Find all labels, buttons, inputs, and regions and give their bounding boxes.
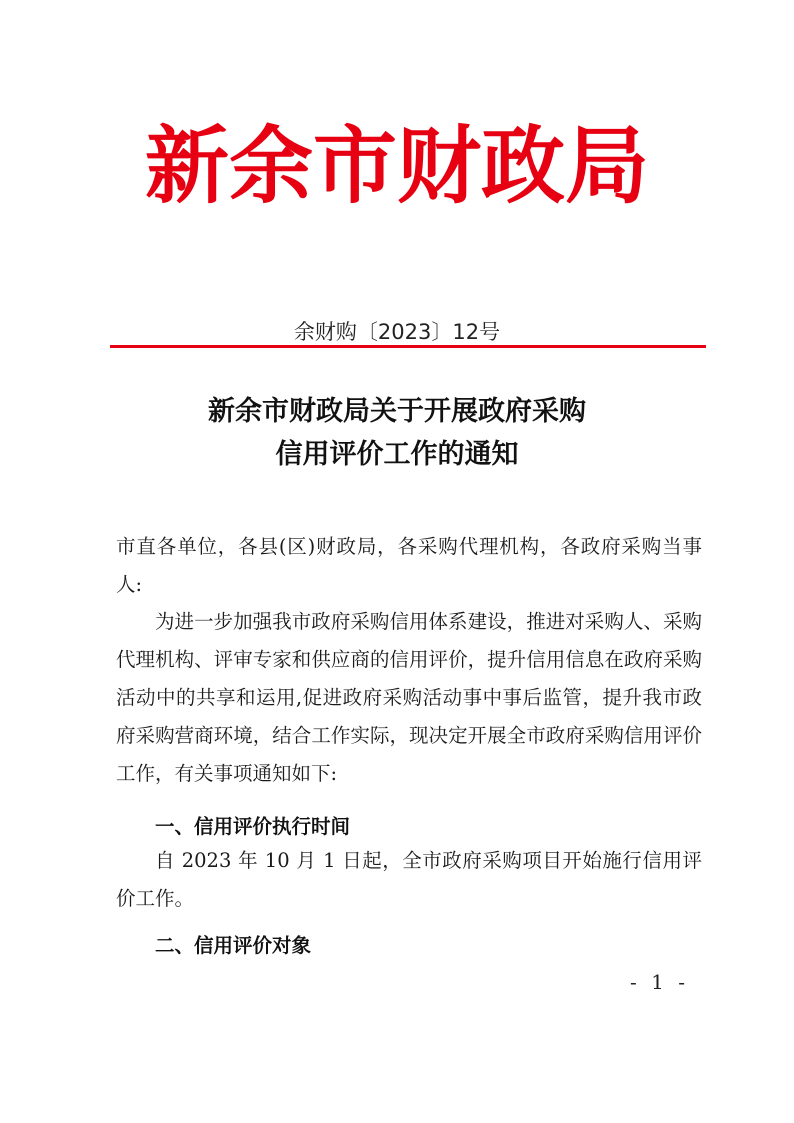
salutation: 市直各单位，各县(区)财政局，各采购代理机构，各政府采购当事人: [116, 535, 702, 596]
letterhead-divider [110, 345, 706, 348]
agency-letterhead: 新余市财政局 [144, 117, 649, 215]
document-title [0, 390, 794, 476]
body-paragraph-1: 为进一步加强我市政府采购信用体系建设，推进对采购人、采购代理机构、评审专家和供应商的信用评价，提升信用信息在政府采购活动中的共享和运用,促进政府采购活动事中事后监管，提升我市政府采购营商环境，结合工作实际，现决定开展全市政府采购信用评价工作，有关事项通知如下: [116, 610, 702, 785]
document-title-line-2: 信用评价工作的通知 [275, 439, 519, 470]
document-number: 余财购〔2023〕12号 [293, 320, 501, 344]
section-heading-2: 二、信用评价对象 [155, 934, 312, 957]
page-number: - 1 - [630, 970, 689, 994]
section-heading-1: 一、信用评价执行时间 [155, 815, 351, 838]
document-title-line-1: 新余市财政局关于开展政府采购 [208, 396, 586, 427]
body-paragraph-2: 自 2023 年 10 月 1 日起，全市政府采购项目开始施行信用评价工作。 [116, 849, 702, 910]
